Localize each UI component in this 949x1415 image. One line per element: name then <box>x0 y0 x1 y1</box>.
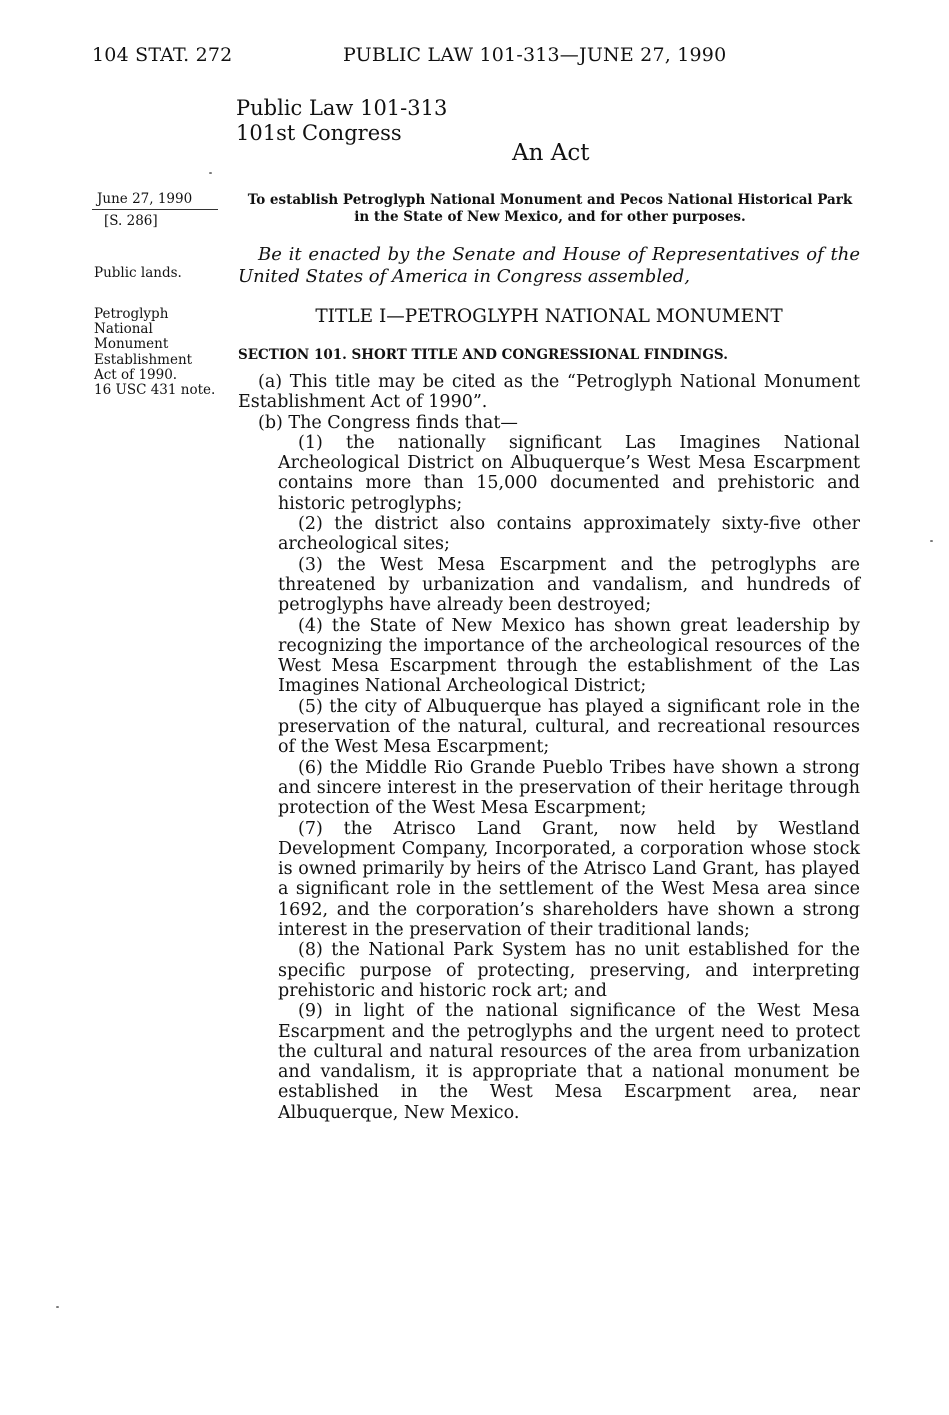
speck-mark <box>209 172 212 174</box>
finding-item: (9) in light of the national significance of the West Mesa Escarpment and the petroglyphs and the urgent need to protect the cultural and natural resources of the area from urbanization and vandalism, it is appropriate that a national monument be established in the West Mesa Escarpment area, near Albuquerque, New Mexico. <box>278 1001 860 1123</box>
margin-note <box>94 307 229 398</box>
margin-note-line: Act of 1990. <box>94 366 178 383</box>
public-law-number: Public Law 101-313 <box>236 96 448 120</box>
margin-note-line: Petroglyph <box>94 306 169 322</box>
section-body <box>238 372 860 1123</box>
margin-note-line: Establishment <box>94 351 193 368</box>
an-act-label: An Act <box>512 140 590 166</box>
act-purpose: To establish Petroglyph National Monument and Pecos National Historical Park in the State of New Mexico, and for other purposes. <box>247 192 853 225</box>
subsection-b: (b) The Congress finds that— <box>258 412 518 433</box>
section-heading: SECTION 101. SHORT TITLE AND CONGRESSIONAL FINDINGS. <box>238 347 728 363</box>
congress-session: 101st Congress <box>236 121 402 145</box>
margin-note-line: 16 USC 431 note. <box>94 382 216 399</box>
margin-note-line: Monument <box>94 336 169 353</box>
finding-item: (1) the nationally significant Las Imagines National Archeological District on Albuquerque’s West Mesa Escarpment contains more than 15,000 documented and prehistoric and historic petroglyphs; <box>278 432 860 514</box>
finding-item: (6) the Middle Rio Grande Pueblo Tribes have shown a strong and sincere interest in the preservation of their heritage through protection of the West Mesa Escarpment; <box>278 757 860 819</box>
finding-item: (5) the city of Albuquerque has played a significant role in the preservation of the natural, cultural, and recreational resources of the West Mesa Escarpment; <box>278 696 860 758</box>
subsection-a: (a) This title may be cited as the “Petroglyph National Monument Establishment Act of 1990”. <box>238 372 860 413</box>
margin-date: June 27, 1990 <box>97 191 193 207</box>
title-heading: TITLE I—PETROGLYPH NATIONAL MONUMENT <box>315 306 783 327</box>
finding-item: (8) the National Park System has no unit established for the specific purpose of protecting, preserving, and interpreting prehistoric and historic rock art; and <box>278 940 860 1001</box>
finding-item: (4) the State of New Mexico has shown great leadership by recognizing the importance of the archeological resources of the West Mesa Escarpment through the establishment of the Las Imagines National Archeological District; <box>278 615 860 697</box>
speck-mark <box>56 1306 59 1308</box>
finding-item: (2) the district also contains approximately sixty-five other archeological sites; <box>278 514 860 555</box>
margin-note-line: National <box>94 321 153 338</box>
margin-divider <box>92 209 218 210</box>
finding-item: (7) the Atrisco Land Grant, now held by Westland Development Company, Incorporated, a corporation whose stock is owned primarily by heirs of the Atrisco Land Grant, has played a significant role in the settlement of the West Mesa area since 1692, and the corporation’s shareholders have shown a strong interest in the preservation of their traditional lands; <box>278 818 860 941</box>
margin-bill-number: [S. 286] <box>104 213 158 229</box>
finding-item: (3) the West Mesa Escarpment and the petroglyphs are threatened by urbanization and vandalism, and hundreds of petroglyphs have already been destroyed; <box>278 554 860 616</box>
speck-mark <box>930 540 933 542</box>
page-reference: 104 STAT. 272 <box>92 44 233 66</box>
running-title: PUBLIC LAW 101-313—JUNE 27, 1990 <box>343 44 727 66</box>
margin-topic: Public lands. <box>94 265 182 281</box>
enacting-clause: Be it enacted by the Senate and House of Representatives of the United States of America in Congress assembled, <box>238 244 860 287</box>
